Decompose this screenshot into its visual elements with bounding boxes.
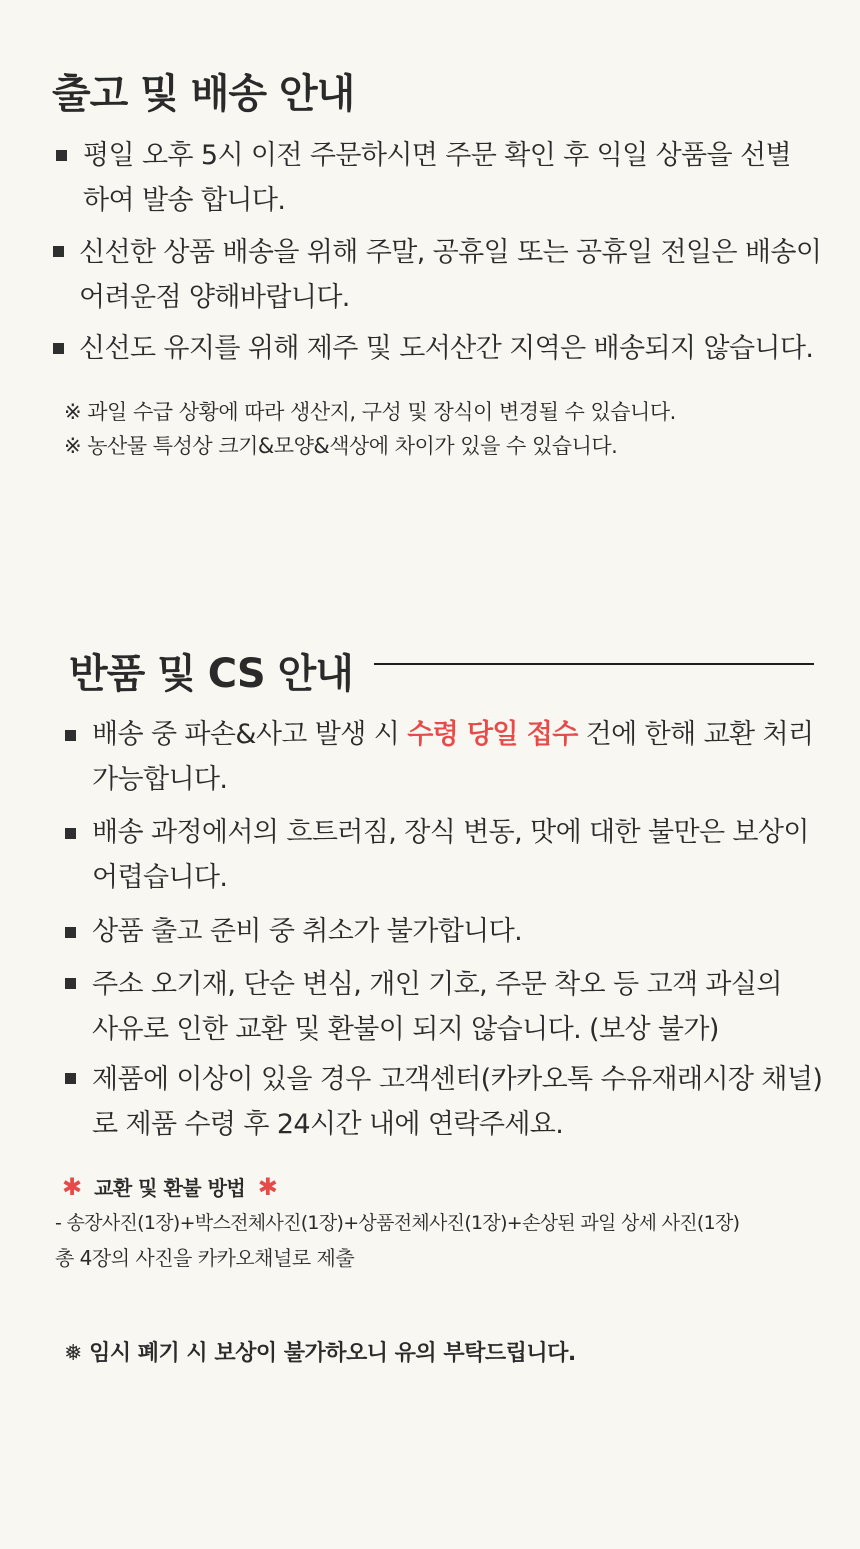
bullet-icon (53, 343, 64, 354)
shipping-title: 출고 및 배송 안내 (52, 71, 355, 117)
bullet-icon (65, 978, 76, 989)
shipping-item-3-line1: 신선도 유지를 위해 제주 및 도서산간 지역은 배송되지 않습니다. (79, 333, 814, 364)
exchange-method-line1: - 송장사진(1장)+박스전체사진(1장)+상품전체사진(1장)+손상된 과일 상세 사진(1장) (55, 1212, 740, 1234)
shipping-item-2-line2: 어려운점 양해바랍니다. (79, 282, 350, 313)
title-divider (374, 663, 814, 665)
exchange-method-header (62, 1173, 277, 1202)
returns-title: 반품 및 CS 안내 (69, 651, 353, 697)
bullet-icon (65, 730, 76, 741)
returns-item-1-line2: 가능합니다. (92, 764, 228, 795)
bullet-icon (53, 246, 64, 257)
bullet-icon (65, 828, 76, 839)
bullet-icon (56, 150, 67, 161)
shipping-note-1: ※ 과일 수급 상황에 따라 생산지, 구성 및 장식이 변경될 수 있습니다. (64, 400, 676, 424)
returns-item-2-line1: 배송 과정에서의 흐트러짐, 장식 변동, 맛에 대한 불만은 보상이 (92, 817, 809, 848)
disposal-warning: ❅ 임시 폐기 시 보상이 불가하오니 유의 부탁드립니다. (64, 1341, 576, 1366)
returns-item-1-pre: 배송 중 파손&사고 발생 시 (92, 719, 408, 750)
returns-item-1-line1 (92, 718, 813, 752)
returns-item-4-line2: 사유로 인한 교환 및 환불이 되지 않습니다. (보상 불가) (92, 1014, 719, 1045)
returns-item-5-line1: 제품에 이상이 있을 경우 고객센터(카카오톡 수유재래시장 채널) (92, 1064, 823, 1095)
bullet-icon (65, 927, 76, 938)
shipping-item-1-line1: 평일 오후 5시 이전 주문하시면 주문 확인 후 익일 상품을 선별 (83, 140, 791, 171)
asterisk-icon: ✱ (257, 1173, 278, 1201)
returns-item-4-line1: 주소 오기재, 단순 변심, 개인 기호, 주문 착오 등 고객 과실의 (92, 969, 782, 1000)
exchange-method-title: 교환 및 환불 방법 (94, 1176, 246, 1200)
highlight-same-day-receipt: 수령 당일 접수 (407, 719, 578, 750)
returns-item-2-line2: 어렵습니다. (92, 862, 228, 893)
shipping-item-2-line1: 신선한 상품 배송을 위해 주말, 공휴일 또는 공휴일 전일은 배송이 (79, 237, 822, 268)
returns-item-1-post: 건에 한해 교환 처리 (577, 719, 814, 750)
bullet-icon (65, 1073, 76, 1084)
returns-item-5-line2: 로 제품 수령 후 24시간 내에 연락주세요. (92, 1109, 564, 1140)
asterisk-icon: ✱ (62, 1173, 82, 1201)
returns-item-3-line1: 상품 출고 준비 중 취소가 불가합니다. (92, 916, 523, 947)
exchange-method-line2: 총 4장의 사진을 카카오채널로 제출 (55, 1246, 355, 1270)
shipping-item-1-line2: 하여 발송 합니다. (83, 185, 286, 216)
shipping-note-2: ※ 농산물 특성상 크기&모양&색상에 차이가 있을 수 있습니다. (64, 434, 618, 458)
